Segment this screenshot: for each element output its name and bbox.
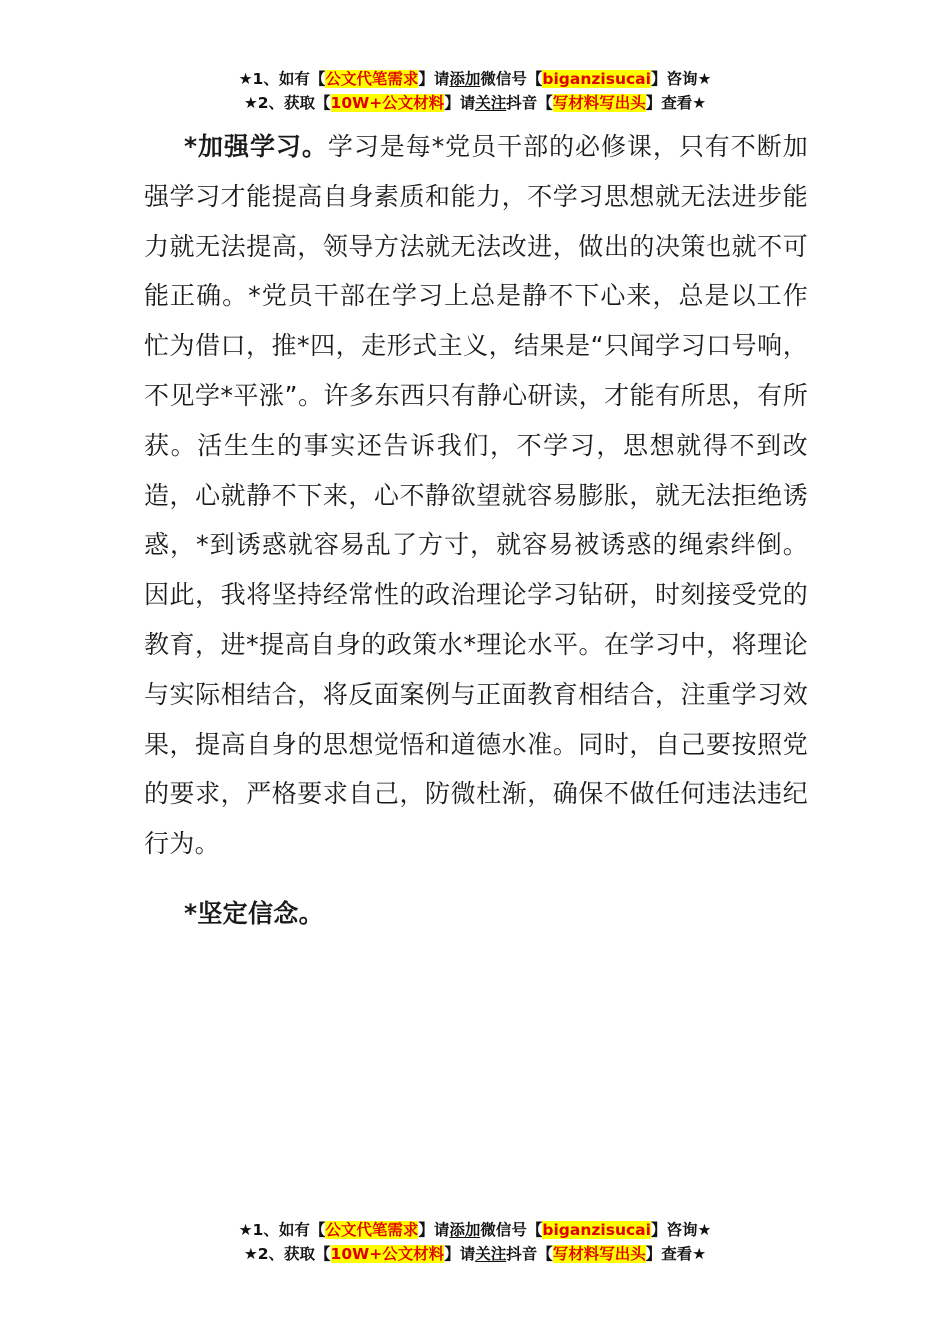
banner-text: 】查看★	[645, 94, 707, 112]
banner-text: 】咨询★	[650, 1221, 712, 1239]
paragraph-study	[144, 122, 808, 869]
highlight-douyin-id: 写材料写出头	[552, 94, 646, 112]
highlight-service: 公文代笔需求	[325, 70, 419, 88]
banner-emphasis: 关注	[475, 94, 507, 112]
banner-text: 微信号【	[480, 70, 543, 88]
highlight-service: 公文代笔需求	[325, 1221, 419, 1239]
highlight-materials: 10W+公文材料	[330, 1245, 445, 1263]
banner-emphasis: 添加	[449, 1221, 481, 1239]
banner-text: ★1、如有【	[238, 1221, 326, 1239]
banner-text: 抖音【	[506, 94, 553, 112]
banner-text: ★2、获取【	[243, 94, 331, 112]
paragraph-belief	[144, 889, 808, 939]
banner-text: 抖音【	[506, 1245, 553, 1263]
banner-text: ★1、如有【	[238, 70, 326, 88]
banner-text: ★2、获取【	[243, 1245, 331, 1263]
document-body	[144, 122, 808, 939]
banner-text: 】查看★	[645, 1245, 707, 1263]
header-banner	[0, 67, 950, 115]
banner-emphasis: 添加	[449, 70, 481, 88]
banner-text: 微信号【	[480, 1221, 543, 1239]
highlight-materials: 10W+公文材料	[330, 94, 445, 112]
banner-text: 】请	[444, 94, 476, 112]
footer-banner	[0, 1218, 950, 1266]
banner-line-2	[0, 91, 950, 115]
banner-line-2	[0, 1242, 950, 1266]
banner-line-1	[0, 1218, 950, 1242]
paragraph-heading: *坚定信念。	[184, 898, 324, 928]
banner-text: 】咨询★	[650, 70, 712, 88]
highlight-wechat-id: biganzisucai	[542, 1221, 651, 1239]
highlight-douyin-id: 写材料写出头	[552, 1245, 646, 1263]
banner-text: 】请	[418, 70, 450, 88]
highlight-wechat-id: biganzisucai	[542, 70, 651, 88]
banner-text: 】请	[418, 1221, 450, 1239]
banner-text: 】请	[444, 1245, 476, 1263]
banner-emphasis: 关注	[475, 1245, 507, 1263]
paragraph-heading: *加强学习。	[184, 132, 328, 161]
paragraph-text: 学习是每*党员干部的必修课，只有不断加强学习才能提高自身素质和能力，不学习思想就无法进步能力就无法提高，领导方法就无法改进，做出的决策也就不可能正确。*党员干部在学习上总是静不下心来，总是以工作忙为借口，推*四，走形式主义，结果是“只闻学习口号响，不见学*平涨”。许多东西只有静心研读，才能有所思，有所获。活生生的事实还告诉我们，不学习，思想就得不到改造，心就静不下来，心不静欲望就容易膨胀，就无法拒绝诱惑，*到诱惑就容易乱了方寸，就容易被诱惑的绳索绊倒。因此，我将坚持经常性的政治理论学习钻研，时刻接受党的教育，进*提高自身的政策水*理论水平。在学习中，将理论与实际相结合，将反面案例与正面教育相结合，注重学习效果，提高自身的思想觉悟和道德水准。同时，自己要按照党的要求，严格要求自己，防微杜渐，确保不做任何违法违纪行为。	[144, 132, 809, 859]
banner-line-1	[0, 67, 950, 91]
